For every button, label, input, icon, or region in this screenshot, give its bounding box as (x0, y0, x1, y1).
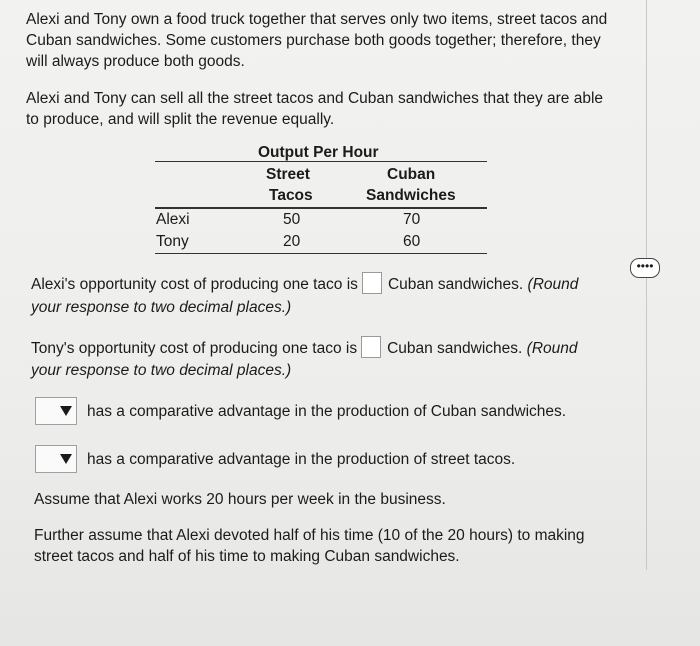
col-header-tacos-line1: Street (266, 166, 310, 183)
assumption-1: Assume that Alexi works 20 hours per week in the business. (34, 491, 446, 508)
dropdown-arrow-icon (60, 454, 72, 464)
table-header-rule (155, 207, 487, 209)
q2-round-hint: (Round (526, 340, 578, 357)
table-top-rule (155, 161, 487, 162)
alexi-opportunity-cost-input[interactable] (362, 272, 382, 294)
row-sandwiches: 70 (403, 211, 421, 228)
q2-round-hint-2: your response to two decimal places.) (31, 362, 292, 379)
row-sandwiches: 60 (403, 233, 421, 250)
q1-line (31, 272, 578, 295)
intro-paragraph-1: Alexi and Tony own a food truck together that serves only two items, street tacos and Cuban sandwiches. Some customers purchase both goods together; therefore, they will always produce both goods. (26, 11, 608, 70)
table-bottom-rule (155, 253, 487, 254)
q1-round-hint-2: your response to two decimal places.) (31, 299, 292, 316)
q1-unit: Cuban sandwiches. (387, 276, 524, 293)
q2-prompt: Tony's opportunity cost of producing one taco is (31, 340, 358, 357)
assumption-2: Further assume that Alexi devoted half of his time (10 of the 20 hours) to making street tacos and half of his time to making Cuban sandwiches. (34, 527, 585, 565)
q2-hint-line (31, 360, 291, 381)
q1-round-hint: (Round (527, 276, 579, 293)
row-name: Alexi (156, 211, 190, 228)
q1-prompt: Alexi's opportunity cost of producing one taco is (31, 276, 358, 293)
row-tacos: 20 (283, 233, 301, 250)
row-tacos: 50 (283, 211, 301, 228)
row-name: Tony (156, 233, 189, 250)
col-header-sandwiches-line1: Cuban (387, 166, 436, 183)
tony-opportunity-cost-input[interactable] (361, 336, 381, 358)
col-header-tacos-line2: Tacos (269, 187, 313, 204)
q3-text: has a comparative advantage in the production of Cuban sandwiches. (87, 403, 567, 420)
tacos-advantage-dropdown[interactable] (35, 445, 77, 473)
panel-divider (646, 0, 647, 570)
cuban-advantage-dropdown[interactable] (35, 397, 77, 425)
q2-line (31, 336, 578, 359)
col-header-sandwiches-line2: Sandwiches (366, 187, 456, 204)
table-title: Output Per Hour (258, 144, 379, 161)
more-options-icon[interactable]: •••• (630, 258, 660, 278)
q2-unit: Cuban sandwiches. (387, 340, 523, 357)
dropdown-arrow-icon (60, 406, 72, 416)
q1-hint-line (31, 297, 291, 318)
intro-paragraph-2: Alexi and Tony can sell all the street tacos and Cuban sandwiches that they are able to produce, and will split the revenue equally. (26, 90, 604, 128)
q4-text: has a comparative advantage in the production of street tacos. (87, 451, 516, 468)
